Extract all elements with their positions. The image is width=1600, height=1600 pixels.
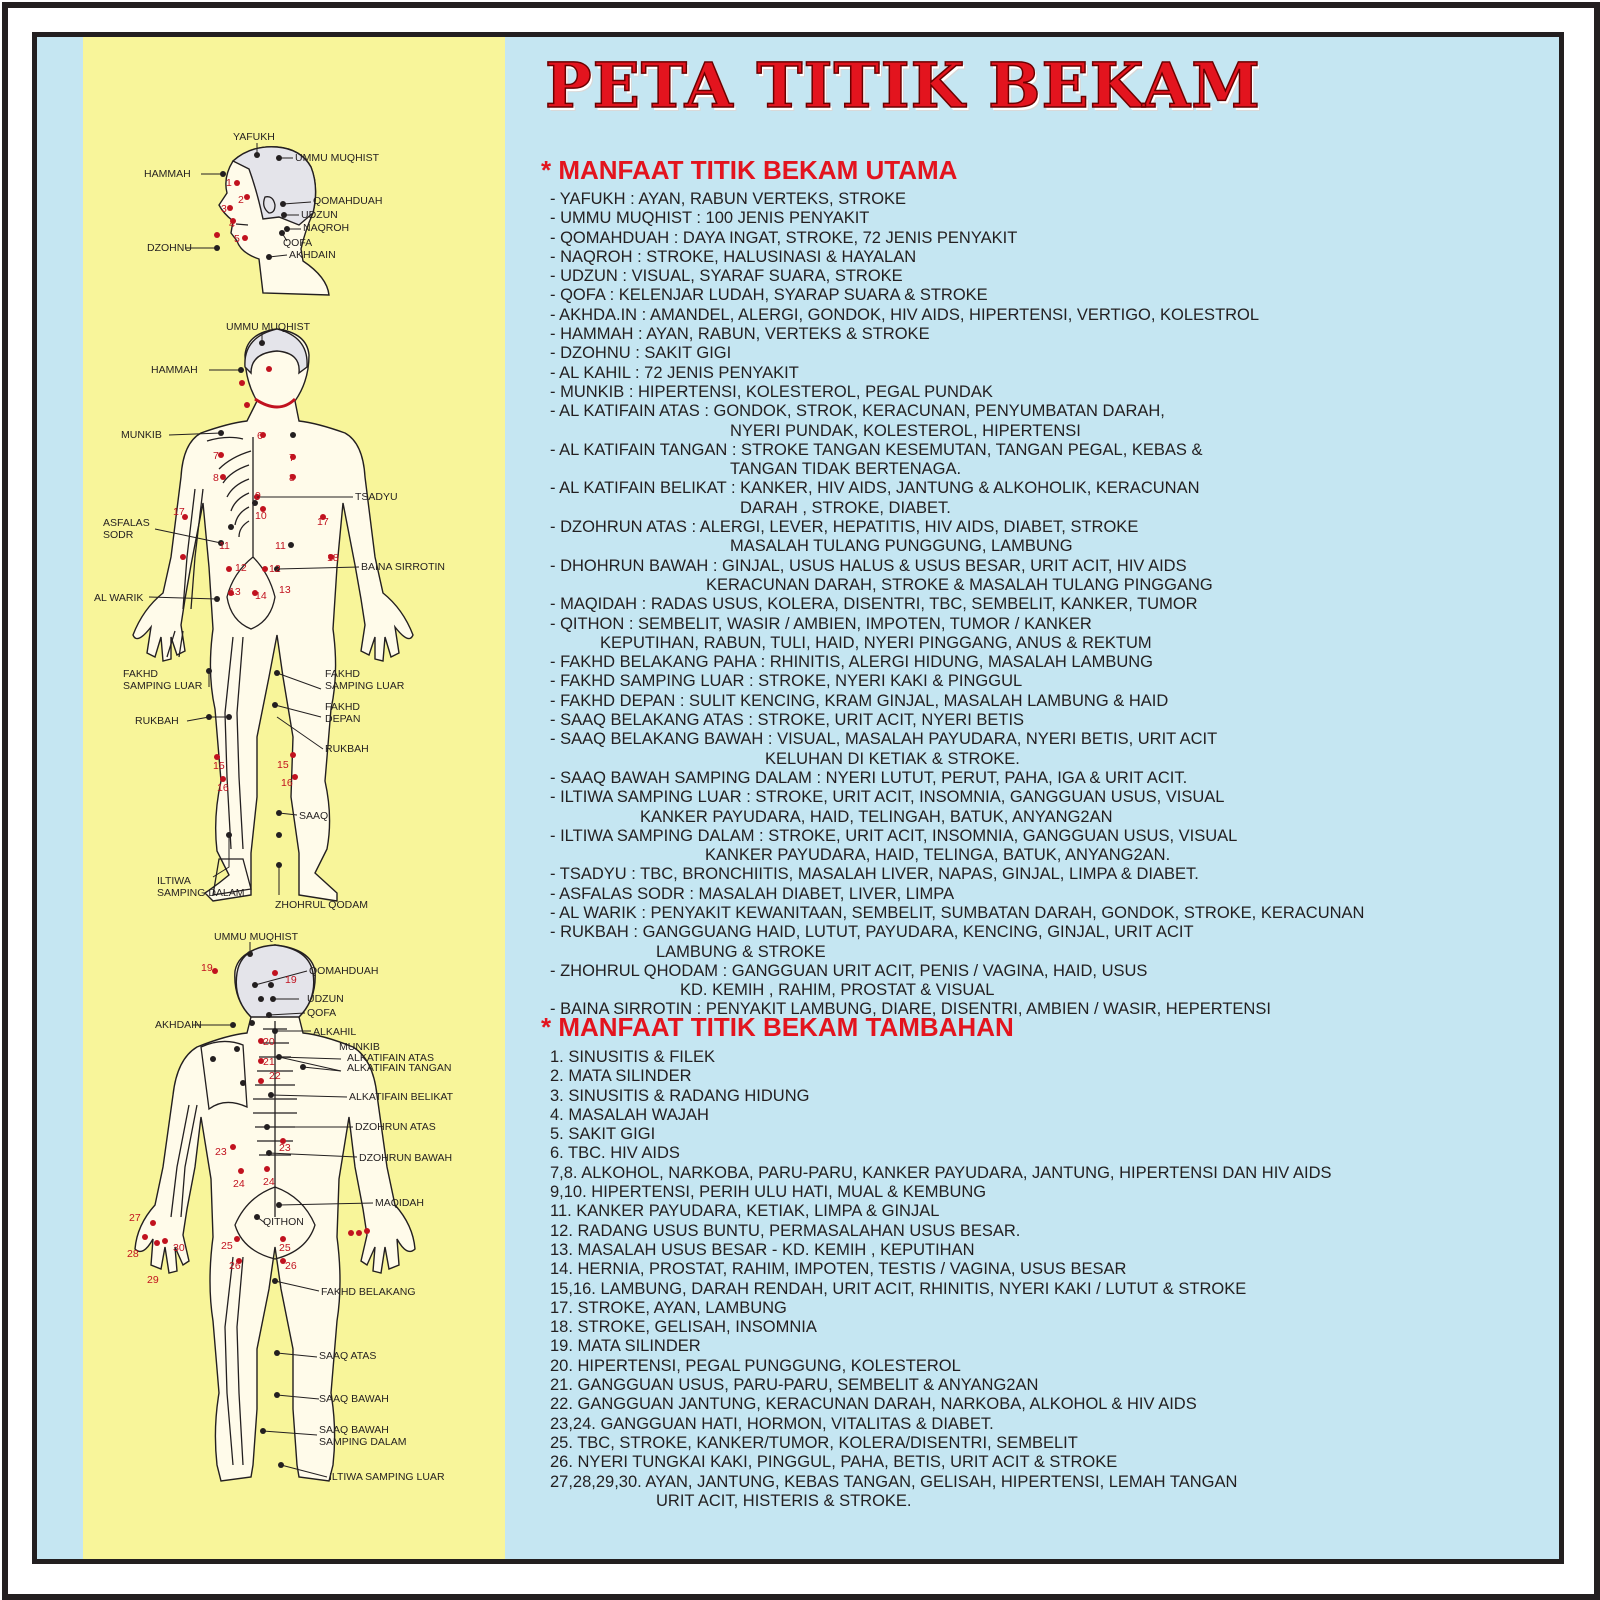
list-item (550, 1299, 1332, 1318)
label-back-qofa: QOFA (307, 1007, 337, 1019)
list-item-continuation: LAMBUNG & STROKE (656, 942, 826, 961)
label-back-alkatifain-belikat: ALKATIFAIN BELIKAT (349, 1091, 454, 1103)
label-front-tsadyu: TSADYU (355, 491, 398, 503)
point-number-6: 6 (257, 430, 263, 442)
list-item-text: 14. HERNIA, PROSTAT, RAHIM, IMPOTEN, TESTIS / VAGINA, USUS BESAR (550, 1260, 1127, 1279)
label-front-fakhd-right-1: FAKHD (325, 668, 361, 680)
list-item-text: - QITHON : SEMBELIT, WASIR / AMBIEN, IMPOTEN, TUMOR / KANKER (550, 614, 1092, 633)
list-item-text: 20. HIPERTENSI, PEGAL PUNGGUNG, KOLESTEROL (550, 1356, 961, 1375)
list-item-text: - MAQIDAH : RADAS USUS, KOLERA, DISENTRI, TBC, SEMBELIT, KANKER, TUMOR (550, 595, 1198, 614)
list-item-text: - BAINA SIRROTIN : PENYAKIT LAMBUNG, DIARE, DISENTRI, AMBIEN / WASIR, HEPERTENSI (550, 1000, 1271, 1019)
list-item-text: - SAAQ BELAKANG ATAS : STROKE, URIT ACIT, NYERI BETIS (550, 711, 1025, 730)
list-item (550, 441, 1364, 480)
label-akhdain: AKHDAIN (289, 249, 336, 261)
label-front-munkib: MUNKIB (121, 429, 162, 441)
list-item (550, 1376, 1332, 1395)
list-item (550, 923, 1364, 962)
list-item-text: - AKHDA.IN : AMANDEL, ALERGI, GONDOK, HIV AIDS, HIPERTENSI, VERTIGO, KOLESTROL (550, 305, 1260, 324)
list-item-text: - SAAQ BELAKANG BAWAH : VISUAL, MASALAH PAYUDARA, NYERI BETIS, URIT ACIT (550, 730, 1218, 749)
list-item-text: - DZOHRUN ATAS : ALERGI, LEVER, HEPATITIS, HIV AIDS, DIABET, STROKE (550, 518, 1139, 537)
list-item-text: - SAAQ BAWAH SAMPING DALAM : NYERI LUTUT, PERUT, PAHA, IGA & URIT ACIT. (550, 768, 1188, 787)
point-number-23a: 23 (215, 1146, 227, 1158)
point-number-24b: 24 (263, 1176, 275, 1188)
list-item (550, 692, 1364, 711)
list-item (550, 344, 1364, 363)
point-number-8b: 8 (289, 472, 295, 484)
list-item-text: 5. SAKIT GIGI (550, 1125, 656, 1144)
point-number-12b: 12 (269, 563, 281, 575)
list-item (550, 1473, 1332, 1512)
front-body-figure (133, 329, 413, 901)
label-front-hammah: HAMMAH (151, 364, 198, 376)
list-item-text: - ILTIWA SAMPING DALAM : STROKE, URIT ACIT, INSOMNIA, GANGGUAN USUS, VISUAL (550, 826, 1238, 845)
list-item-text: 3. SINUSITIS & RADANG HIDUNG (550, 1086, 810, 1105)
list-item-continuation: NYERI PUNDAK, KOLESTEROL, HIPERTENSI (730, 421, 1081, 440)
poster-title: PETA TITIK BEKAM (545, 49, 1261, 122)
list-item-text: - AL KAHIL : 72 JENIS PENYAKIT (550, 363, 799, 382)
label-back-saaq-bawah-samping-1: SAAQ BAWAH (319, 1424, 389, 1436)
label-back-alkatifain-atas: ALKATIFAIN ATAS (347, 1052, 434, 1064)
point-number-17a: 17 (173, 506, 185, 518)
label-back-dzohrun-bawah: DZOHRUN BAWAH (359, 1152, 453, 1164)
point-number-21: 21 (263, 1056, 275, 1068)
point-number-22: 22 (269, 1070, 281, 1082)
list-item-text: 9,10. HIPERTENSI, PERIH ULU HATI, MUAL & KEMBUNG (550, 1183, 987, 1202)
label-front-rukbah-right: RUKBAH (325, 743, 369, 755)
list-item-continuation: URIT ACIT, HISTERIS & STROKE. (656, 1491, 912, 1510)
label-front-iltiwa-1: ILTIWA (157, 875, 191, 887)
label-back-munkib: MUNKIB (339, 1041, 380, 1053)
list-item (550, 1318, 1332, 1337)
label-back-ummu-muqhist: UMMU MUQHIST (214, 931, 298, 943)
point-number-17b: 17 (317, 516, 329, 528)
point-number-26a: 26 (229, 1260, 241, 1272)
list-item (550, 1395, 1332, 1414)
point-number-1: 1 (226, 177, 232, 189)
utama-heading: * MANFAAT TITIK BEKAM UTAMA (541, 155, 958, 185)
label-qofa: QOFA (283, 237, 313, 249)
label-front-asfalas-2: SODR (103, 529, 134, 541)
point-number-23b: 23 (279, 1142, 291, 1154)
point-number-7a: 7 (213, 450, 219, 462)
label-back-qomahduah: QOMAHDUAH (309, 965, 379, 977)
label-front-fakhd-depan-2: DEPAN (325, 713, 361, 725)
label-front-iltiwa-2: SAMPING DALAM (157, 887, 245, 899)
list-item-text: - UDZUN : VISUAL, SYARAF SUARA, STROKE (550, 267, 903, 286)
label-back-udzun: UDZUN (307, 993, 344, 1005)
label-front-baina-sirrotin: BAINA SIRROTIN (361, 561, 446, 573)
list-item (550, 325, 1364, 344)
list-item-text: - UMMU MUQHIST : 100 JENIS PENYAKIT (550, 209, 870, 228)
point-number-5: 5 (234, 233, 240, 245)
list-item (550, 402, 1364, 441)
list-item-text: - RUKBAH : GANGGUANG HAID, LUTUT, PAYUDARA, KENCING, GINJAL, URIT ACIT (550, 923, 1194, 942)
point-number-24a: 24 (233, 1178, 245, 1190)
list-item (550, 1164, 1332, 1183)
list-item (550, 1415, 1332, 1434)
list-item-text: 13. MASALAH USUS BESAR - KD. KEMIH , KEPUTIHAN (550, 1240, 975, 1259)
list-item (550, 267, 1364, 286)
list-item-text: - ZHOHRUL QHODAM : GANGGUAN URIT ACIT, PENIS / VAGINA, HAID, USUS (550, 961, 1148, 980)
list-item-text: - YAFUKH : AYAN, RABUN VERTEKS, STROKE (550, 190, 907, 208)
list-item (550, 1144, 1332, 1163)
label-back-saaq-bawah: SAAQ BAWAH (319, 1393, 389, 1405)
point-number-25a: 25 (221, 1240, 233, 1252)
list-item-continuation: KANKER PAYUDARA, HAID, TELINGAH, BATUK, ANYANG2AN (640, 807, 1113, 826)
list-item-text: - FAKHD SAMPING LUAR : STROKE, NYERI KAKI & PINGGUL (550, 672, 1023, 691)
list-item (550, 615, 1364, 654)
label-udzun: UDZUN (301, 209, 338, 221)
poster-panel (32, 32, 1564, 1564)
label-front-rukbah-left: RUKBAH (135, 715, 179, 727)
list-item (550, 518, 1364, 557)
tambahan-list (550, 1048, 1332, 1511)
list-item (550, 1106, 1332, 1125)
point-number-29: 29 (147, 1274, 159, 1286)
label-front-zhohrul-qodam: ZHOHRUL QODAM (275, 899, 368, 911)
list-item-text: - ILTIWA SAMPING LUAR : STROKE, URIT ACIT, INSOMNIA, GANGGUAN USUS, VISUAL (550, 788, 1225, 807)
list-item (550, 1434, 1332, 1453)
list-item-text: - ASFALAS SODR : MASALAH DIABET, LIVER, LIMPA (550, 884, 955, 903)
list-item (550, 1125, 1332, 1144)
point-number-14: 14 (255, 590, 267, 602)
point-number-26b: 26 (285, 1260, 297, 1272)
point-number-10: 10 (255, 510, 267, 522)
label-front-fakhd-left-1: FAKHD (123, 668, 159, 680)
label-back-saaq-atas: SAAQ ATAS (319, 1350, 377, 1362)
label-front-fakhd-left-2: SAMPING LUAR (123, 680, 203, 692)
list-item-text: - FAKHD BELAKANG PAHA : RHINITIS, ALERGI HIDUNG, MASALAH LAMBUNG (550, 653, 1153, 672)
list-item (550, 1241, 1332, 1260)
list-item-text: 21. GANGGUAN USUS, PARU-PARU, SEMBELIT & ANYANG2AN (550, 1376, 1039, 1395)
point-number-27: 27 (129, 1212, 141, 1224)
list-item-continuation: KEPUTIHAN, RABUN, TULI, HAID, NYERI PINGGANG, ANUS & REKTUM (600, 633, 1152, 652)
list-item-text: 27,28,29,30. AYAN, JANTUNG, KEBAS TANGAN, GELISAH, HIPERTENSI, LEMAH TANGAN (550, 1472, 1238, 1491)
list-item (550, 672, 1364, 691)
point-number-15a: 15 (213, 760, 225, 772)
label-back-saaq-bawah-samping-2: SAMPING DALAM (319, 1436, 407, 1448)
label-front-al-warik: AL WARIK (94, 592, 144, 604)
list-item-continuation: DARAH , STROKE, DIABET. (740, 498, 951, 517)
list-item (550, 1260, 1332, 1279)
label-back-alkahil: ALKAHIL (313, 1026, 357, 1038)
list-item-text: - HAMMAH : AYAN, RABUN, VERTEKS & STROKE (550, 325, 930, 344)
tambahan-heading: * MANFAAT TITIK BEKAM TAMBAHAN (541, 1012, 1014, 1042)
list-item (550, 557, 1364, 596)
list-item (550, 286, 1364, 305)
point-number-8a: 8 (213, 472, 219, 484)
list-item (550, 190, 1364, 209)
list-item-text: 25. TBC, STROKE, KANKER/TUMOR, KOLERA/DISENTRI, SEMBELIT (550, 1433, 1078, 1452)
list-item-text: 17. STROKE, AYAN, LAMBUNG (550, 1298, 787, 1317)
label-dzohnu: DZOHNU (147, 242, 192, 254)
label-back-alkatifain-tangan: ALKATIFAIN TANGAN (347, 1062, 452, 1074)
list-item (550, 962, 1364, 1001)
list-item-continuation: KD. KEMIH , RAHIM, PROSTAT & VISUAL (680, 981, 995, 1000)
point-number-3: 3 (221, 203, 227, 215)
list-item (550, 595, 1364, 614)
list-item-text: 18. STROKE, GELISAH, INSOMNIA (550, 1318, 817, 1337)
list-item (550, 209, 1364, 228)
label-back-maqidah: MAQIDAH (375, 1197, 425, 1209)
point-number-15b: 15 (277, 759, 289, 771)
list-item (550, 653, 1364, 672)
label-front-fakhd-depan-1: FAKHD (325, 701, 361, 713)
list-item (550, 769, 1364, 788)
list-item-text: 11. KANKER PAYUDARA, KETIAK, LIMPA & GINJAL (550, 1202, 940, 1221)
label-back-akhdain: AKHDAIN (155, 1019, 202, 1031)
utama-list (550, 190, 1364, 1020)
point-number-19a: 19 (201, 962, 213, 974)
point-number-16a: 16 (217, 782, 229, 794)
list-item-text: - DHOHRUN BAWAH : GINJAL, USUS HALUS & USUS BESAR, URIT ACIT, HIV AIDS (550, 556, 1187, 575)
label-front-saaq: SAAQ (299, 810, 329, 822)
list-item-continuation: TANGAN TIDAK BERTENAGA. (730, 460, 962, 479)
list-item (550, 1087, 1332, 1106)
list-item-continuation: KANKER PAYUDARA, HAID, TELINGA, BATUK, ANYANG2AN. (705, 846, 1171, 865)
point-number-13a: 13 (229, 586, 241, 598)
point-number-28: 28 (127, 1248, 139, 1260)
label-back-qithon: QITHON (263, 1216, 304, 1228)
list-item-text: 6. TBC. HIV AIDS (550, 1144, 680, 1163)
list-item (550, 1222, 1332, 1241)
list-item (550, 885, 1364, 904)
list-item (550, 865, 1364, 884)
list-item-text: 12. RADANG USUS BUNTU, PERMASALAHAN USUS BESAR. (550, 1221, 1021, 1240)
list-item-text: - FAKHD DEPAN : SULIT KENCING, KRAM GINJAL, MASALAH LAMBUNG & HAID (550, 691, 1169, 710)
point-number-9: 9 (255, 490, 261, 502)
list-item-text: 22. GANGGUAN JANTUNG, KERACUNAN DARAH, NARKOBA, ALKOHOL & HIV AIDS (550, 1395, 1197, 1414)
list-item-text: 26. NYERI TUNGKAI KAKI, PINGGUL, PAHA, BETIS, URIT ACIT & STROKE (550, 1453, 1118, 1472)
label-front-fakhd-right-2: SAMPING LUAR (325, 680, 405, 692)
list-item-text: 7,8. ALKOHOL, NARKOBA, PARU-PARU, KANKER PAYUDARA, JANTUNG, HIPERTENSI DAN HIV AIDS (550, 1163, 1332, 1182)
list-item (550, 1337, 1332, 1356)
point-number-30: 30 (173, 1242, 185, 1254)
label-back-fakhd-belakang: FAKHD BELAKANG (321, 1286, 416, 1298)
point-number-12a: 12 (235, 562, 247, 574)
list-item-text: - AL WARIK : PENYAKIT KEWANITAAN, SEMBELIT, SUMBATAN DARAH, GONDOK, STROKE, KERACUNAN (550, 903, 1365, 922)
point-number-11b: 11 (275, 540, 286, 552)
label-hammah: HAMMAH (144, 168, 191, 180)
point-number-16b: 16 (281, 777, 293, 789)
point-number-2: 2 (238, 194, 244, 206)
list-item-text: - AL KATIFAIN ATAS : GONDOK, STROK, KERACUNAN, PENYUMBATAN DARAH, (550, 402, 1165, 421)
list-item-text: 2. MATA SILINDER (550, 1067, 692, 1086)
list-item (550, 1357, 1332, 1376)
list-item (550, 229, 1364, 248)
list-item-text: - AL KATIFAIN TANGAN : STROKE TANGAN KESEMUTAN, TANGAN PEGAL, KEBAS & (550, 440, 1203, 459)
point-number-19b: 19 (285, 974, 297, 986)
label-front-ummu-muqhist: UMMU MUQHIST (226, 321, 310, 333)
list-item-text: - QOMAHDUAH : DAYA INGAT, STROKE, 72 JENIS PENYAKIT (550, 228, 1018, 247)
list-item (550, 1183, 1332, 1202)
list-item (550, 788, 1364, 827)
list-item-text: 23,24. GANGGUAN HATI, HORMON, VITALITAS & DIABET. (550, 1414, 994, 1433)
list-item (550, 827, 1364, 866)
list-item-text: 19. MATA SILINDER (550, 1337, 701, 1356)
label-qomahduah: QOMAHDUAH (313, 195, 383, 207)
list-item-continuation: KERACUNAN DARAH, STROKE & MASALAH TULANG PINGGANG (706, 575, 1213, 594)
label-front-asfalas-1: ASFALAS (103, 517, 150, 529)
label-back-dzohrun-atas: DZOHRUN ATAS (355, 1121, 436, 1133)
list-item-continuation: KELUHAN DI KETIAK & STROKE. (765, 749, 1020, 768)
label-ummu-muqhist: UMMU MUQHIST (295, 152, 379, 164)
list-item (550, 711, 1364, 730)
label-back-iltiwa-samping-luar: ILTIWA SAMPING LUAR (329, 1471, 445, 1483)
list-item-text: - TSADYU : TBC, BRONCHIITIS, MASALAH LIVER, NAPAS, GINJAL, LIMPA & DIABET. (550, 865, 1199, 884)
list-item-text: - DZOHNU : SAKIT GIGI (550, 344, 732, 363)
label-naqroh: NAQROH (303, 222, 350, 234)
point-number-18: 18 (327, 552, 339, 564)
list-item-text: 4. MASALAH WAJAH (550, 1105, 709, 1124)
list-item (550, 479, 1364, 518)
list-item-text: - QOFA : KELENJAR LUDAH, SYARAP SUARA & STROKE (550, 286, 988, 305)
list-item (550, 383, 1364, 402)
point-number-7b: 7 (289, 452, 295, 464)
list-item (550, 1067, 1332, 1086)
list-item (550, 306, 1364, 325)
list-item (550, 730, 1364, 769)
list-item-text: - NAQROH : STROKE, HALUSINASI & HAYALAN (550, 247, 917, 266)
list-item (550, 1453, 1332, 1472)
list-item (550, 364, 1364, 383)
list-item-text: - AL KATIFAIN BELIKAT : KANKER, HIV AIDS, JANTUNG & ALKOHOLIK, KERACUNAN (550, 479, 1200, 498)
point-number-20: 20 (263, 1036, 275, 1048)
point-number-25b: 25 (279, 1242, 291, 1254)
list-item (550, 1048, 1332, 1067)
label-yafukh: YAFUKH (233, 131, 275, 143)
list-item-text: - MUNKIB : HIPERTENSI, KOLESTEROL, PEGAL PUNDAK (550, 382, 993, 401)
list-item-text: 15,16. LAMBUNG, DARAH RENDAH, URIT ACIT, RHINITIS, NYERI KAKI / LUTUT & STROKE (550, 1279, 1247, 1298)
list-item (550, 904, 1364, 923)
list-item-continuation: MASALAH TULANG PUNGGUNG, LAMBUNG (730, 537, 1073, 556)
point-number-13b: 13 (279, 584, 291, 596)
list-item-text: 1. SINUSITIS & FILEK (550, 1048, 716, 1066)
list-item (550, 1202, 1332, 1221)
point-number-11a: 11 (219, 540, 230, 552)
list-item (550, 248, 1364, 267)
list-item (550, 1280, 1332, 1299)
point-number-4: 4 (229, 218, 235, 230)
